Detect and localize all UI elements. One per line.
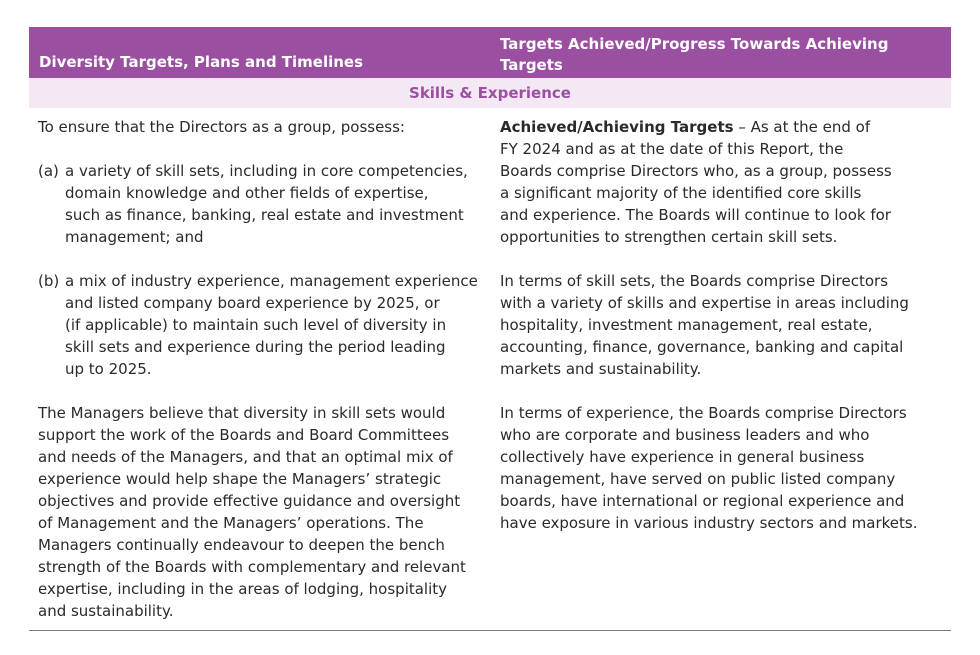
section-title: Skills & Experience — [29, 78, 951, 108]
text-line: and needs of the Managers, and that an optimal mix of — [38, 448, 453, 466]
text-line: have exposure in various industry sectors and markets. — [500, 514, 918, 532]
text-line: In terms of experience, the Boards comprise Directors — [500, 404, 907, 422]
list-item-a — [38, 160, 478, 248]
text-line: Boards comprise Directors who, as a group, possess — [500, 162, 892, 180]
text-line: expertise, including in the areas of lodging, hospitality — [38, 580, 448, 598]
text-line: objectives and provide effective guidance and oversight — [38, 492, 461, 510]
text-line: and listed company board experience by 2025, or — [65, 294, 440, 312]
text-line: management, have served on public listed company — [500, 470, 896, 488]
text-line: a significant majority of the identified core skills — [500, 184, 862, 202]
text-line: a variety of skill sets, including in core competencies, — [65, 162, 468, 180]
text-line: FY 2024 and as at the date of this Report, the — [500, 140, 844, 158]
text-line: boards, have international or regional experience and — [500, 492, 905, 510]
left-column — [38, 116, 478, 622]
text-run: – As at the end of — [733, 118, 871, 136]
table-body-row — [29, 108, 951, 631]
table-header — [29, 27, 951, 78]
header-right-line: Targets Achieved/Progress Towards Achieving — [500, 35, 889, 53]
text-line: accounting, finance, governance, banking and capital — [500, 338, 904, 356]
text-line: skill sets and experience during the period leading — [65, 338, 446, 356]
text-line: up to 2025. — [65, 360, 152, 378]
text-line: and experience. The Boards will continue to look for — [500, 206, 891, 224]
text-line: hospitality, investment management, real estate, — [500, 316, 873, 334]
text-line: management; and — [65, 228, 204, 246]
text-line: opportunities to strengthen certain skill sets. — [500, 228, 838, 246]
managers-paragraph — [38, 402, 478, 622]
text-line: domain knowledge and other fields of expertise, — [65, 184, 429, 202]
achieved-label: Achieved/Achieving Targets — [500, 118, 734, 136]
text-line: markets and sustainability. — [500, 360, 702, 378]
right-column — [500, 116, 918, 534]
text-line: The Managers believe that diversity in skill sets would — [38, 404, 446, 422]
experience-paragraph — [500, 402, 918, 534]
text-line: strength of the Boards with complementary and relevant — [38, 558, 466, 576]
skill-sets-paragraph — [500, 270, 918, 380]
diversity-targets-table — [29, 27, 951, 631]
text-line: with a variety of skills and expertise in areas including — [500, 294, 909, 312]
text-line: collectively have experience in general business — [500, 448, 865, 466]
text-line: experience would help shape the Managers’ strategic — [38, 470, 442, 488]
text-line: In terms of skill sets, the Boards comprise Directors — [500, 272, 889, 290]
text-line: who are corporate and business leaders and who — [500, 426, 870, 444]
list-item-b — [38, 270, 478, 380]
header-right-line: Targets — [500, 56, 563, 74]
list-marker: (a) — [38, 162, 59, 180]
text-line: Managers continually endeavour to deepen the bench — [38, 536, 445, 554]
text-line: such as finance, banking, real estate and investment — [65, 206, 464, 224]
text-line: a mix of industry experience, management experience — [65, 272, 478, 290]
text-line — [500, 116, 918, 138]
list-marker: (b) — [38, 272, 60, 290]
text-line: support the work of the Boards and Board Committees — [38, 426, 450, 444]
intro-text: To ensure that the Directors as a group, possess: — [38, 118, 405, 136]
text-line: and sustainability. — [38, 602, 174, 620]
achieved-paragraph — [500, 116, 918, 248]
header-left-title: Diversity Targets, Plans and Timelines — [39, 53, 364, 71]
header-right-title — [500, 34, 940, 76]
text-line: (if applicable) to maintain such level of diversity in — [65, 316, 447, 334]
text-line: of Management and the Managers’ operations. The — [38, 514, 424, 532]
